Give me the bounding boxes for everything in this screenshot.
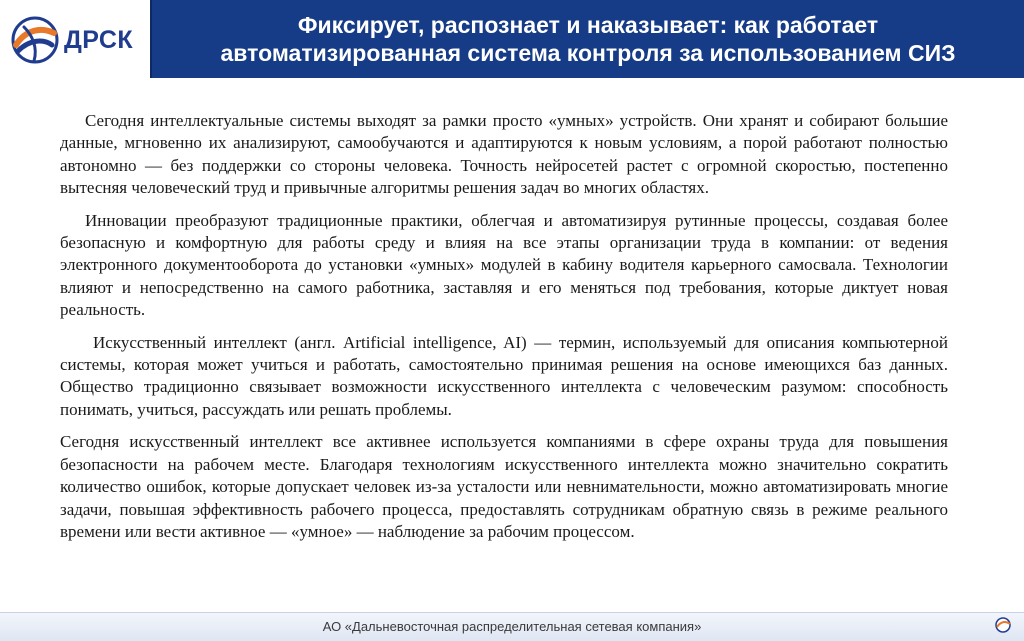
company-logo (10, 14, 140, 66)
logo-text: ДРСК (64, 25, 134, 54)
page-title-line-1: Фиксирует, распознает и наказывает: как работает (297, 12, 879, 38)
paragraph-2: Инновации преобразуют традиционные практики, облегчая и автоматизируя рутинные процессы, создавая более безопасную и комфортную для работы среду и влияя на все этапы организации труда в компании: от ведения электронного документооборота до установки «умных» модулей в кабину водителя карьерного самосвала. Технологии влияют и непосредственно на самого работника, заставляя и его меняться под требования, которые диктует новая реальность. (60, 210, 948, 320)
paragraph-3: Искусственный интеллект (англ. Artificial intelligence, AI) — термин, используемый для описания компьютерной системы, которая может учиться и работать, самостоятельно принимая решения на основе имеющихся баз данных. Общество традиционно связывает возможности искусственного интеллекта с человеческим разумом: способность понимать, учиться, рассуждать или решать проблемы. (60, 332, 948, 419)
slide-footer (0, 612, 1024, 641)
globe-logo-icon (10, 15, 60, 65)
slide-header (0, 0, 1024, 80)
company-mark-icon (994, 616, 1012, 634)
page-title-line-2: автоматизированная система контроля за использованием СИЗ (220, 40, 956, 66)
footer-company-name: АО «Дальневосточная распределительная сетевая компания» (322, 619, 702, 634)
title-banner (150, 0, 1024, 78)
paragraph-4: Сегодня искусственный интеллект все активнее используется компаниями в сфере охраны труда для повышения безопасности на рабочем месте. Благодаря технологиям искусственного интеллекта можно значительно сократить количество ошибок, которые допускает человек из-за усталости или невнимательности, можно автоматизировать многие задачи, повышая эффективность рабочего процесса, предоставлять сотрудникам обратную связь в режиме реального времени или вести активное — «умное» — наблюдение за рабочим процессом. (60, 432, 948, 541)
paragraph-1: Сегодня интеллектуальные системы выходят за рамки просто «умных» устройств. Они хранят и собирают большие данные, мгновенно их анализируют, самообучаются и адаптируются к новым условиям, а порой работают полностью автономно — без поддержки со стороны человека. Точность нейросетей растет с огромной скоростью, постепенно вытесняя человеческий труд и привычные алгоритмы решения задач во многих областях. (60, 111, 948, 198)
article-body (60, 110, 948, 553)
